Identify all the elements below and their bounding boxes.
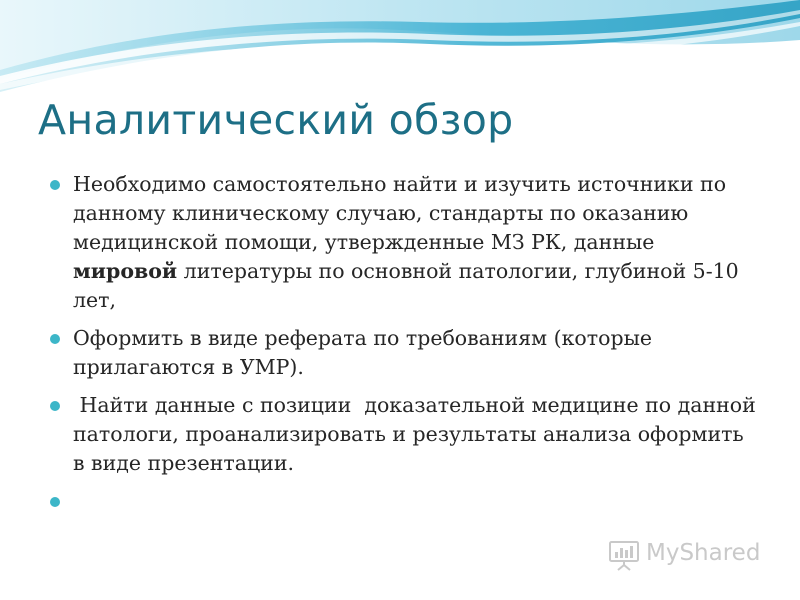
header-wave-decoration xyxy=(0,0,800,110)
bullet-item xyxy=(48,170,758,315)
bullet-text: Оформить в виде реферата по требованиям (которые прилагаются в УМР). xyxy=(73,326,653,379)
slide-title: Аналитический обзор xyxy=(38,96,514,144)
bullet-item xyxy=(48,391,763,478)
bullet-dot-icon xyxy=(50,334,60,344)
watermark-text: MyShared xyxy=(646,540,761,566)
bullet-text xyxy=(73,487,758,516)
bullet-dot-icon xyxy=(50,497,60,507)
bullet-text-part: литературы по основной патологии, глубиной 5-10 лет, xyxy=(73,259,739,312)
watermark xyxy=(608,539,768,573)
bullet-list xyxy=(48,170,763,525)
projector-screen-icon xyxy=(608,539,640,571)
bullet-text xyxy=(73,170,758,315)
bullet-text: Найти данные с позиции доказательной медицине по данной патологи, проанализировать и результаты анализа оформить в виде презентации. xyxy=(73,393,763,475)
bullet-item xyxy=(48,324,758,382)
bullet-dot-icon xyxy=(50,180,60,190)
bullet-item xyxy=(48,487,758,516)
bullet-text-part: Необходимо самостоятельно найти и изучить источники по данному клиническому случаю, стандарты по оказанию медицинской помощи, утвержденные МЗ РК, данные xyxy=(73,172,727,254)
bullet-dot-icon xyxy=(50,401,60,411)
bullet-text-bold: мировой xyxy=(73,259,178,283)
